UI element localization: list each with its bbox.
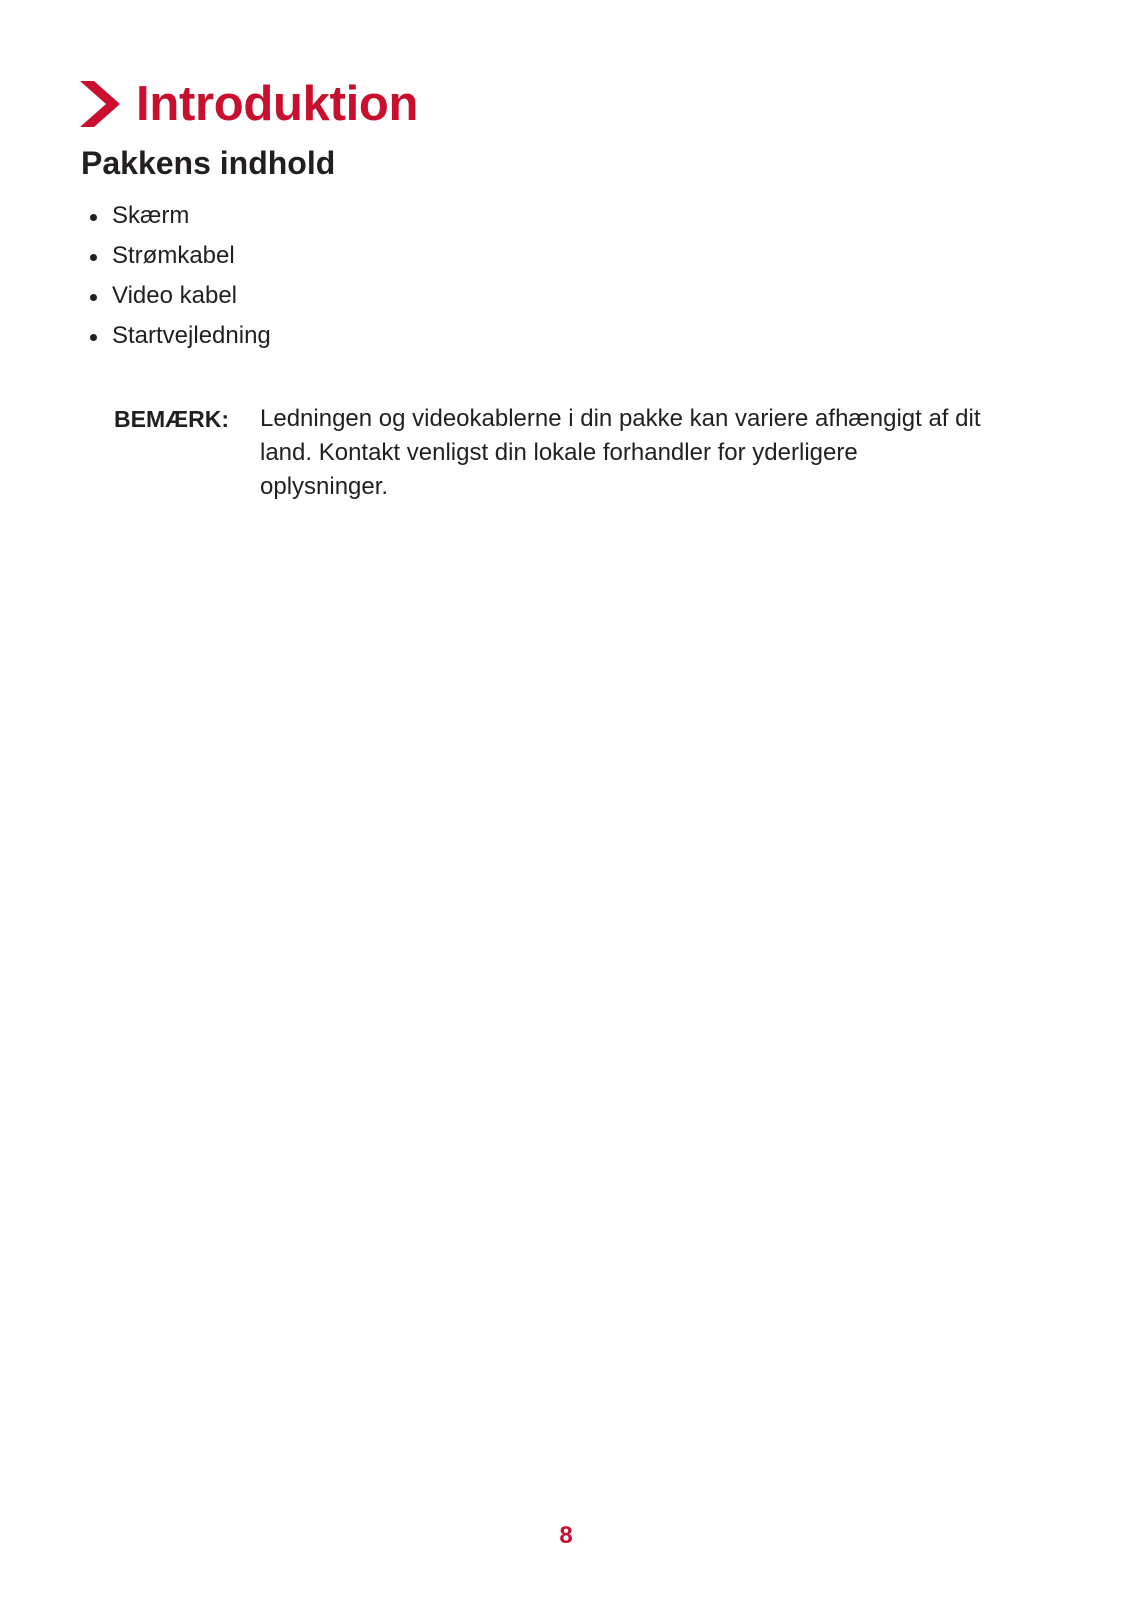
bullet-icon bbox=[90, 294, 97, 301]
list-item bbox=[90, 276, 271, 316]
list-item-label: Strømkabel bbox=[112, 242, 235, 269]
bullet-icon bbox=[90, 214, 97, 221]
section-title: Pakkens indhold bbox=[81, 145, 336, 181]
page-header bbox=[80, 76, 418, 132]
note-block bbox=[114, 402, 1014, 504]
bullet-icon bbox=[90, 334, 97, 341]
list-item bbox=[90, 316, 271, 356]
note-text: Ledningen og videokablerne i din pakke kan variere afhængigt af dit land. Kontakt venligst din lokale forhandler for yderligere oplysninger. bbox=[260, 405, 981, 500]
bullet-icon bbox=[90, 254, 97, 261]
package-contents-list bbox=[90, 196, 271, 356]
note-label: BEMÆRK: bbox=[114, 406, 229, 432]
list-item-label: Video kabel bbox=[112, 282, 237, 309]
list-item bbox=[90, 196, 271, 236]
chevron-right-icon bbox=[80, 81, 120, 127]
page-number: 8 bbox=[559, 1522, 573, 1549]
page-title: Introduktion bbox=[136, 76, 419, 131]
list-item-label: Skærm bbox=[112, 202, 190, 229]
list-item bbox=[90, 236, 271, 276]
list-item-label: Startvejledning bbox=[112, 322, 271, 349]
